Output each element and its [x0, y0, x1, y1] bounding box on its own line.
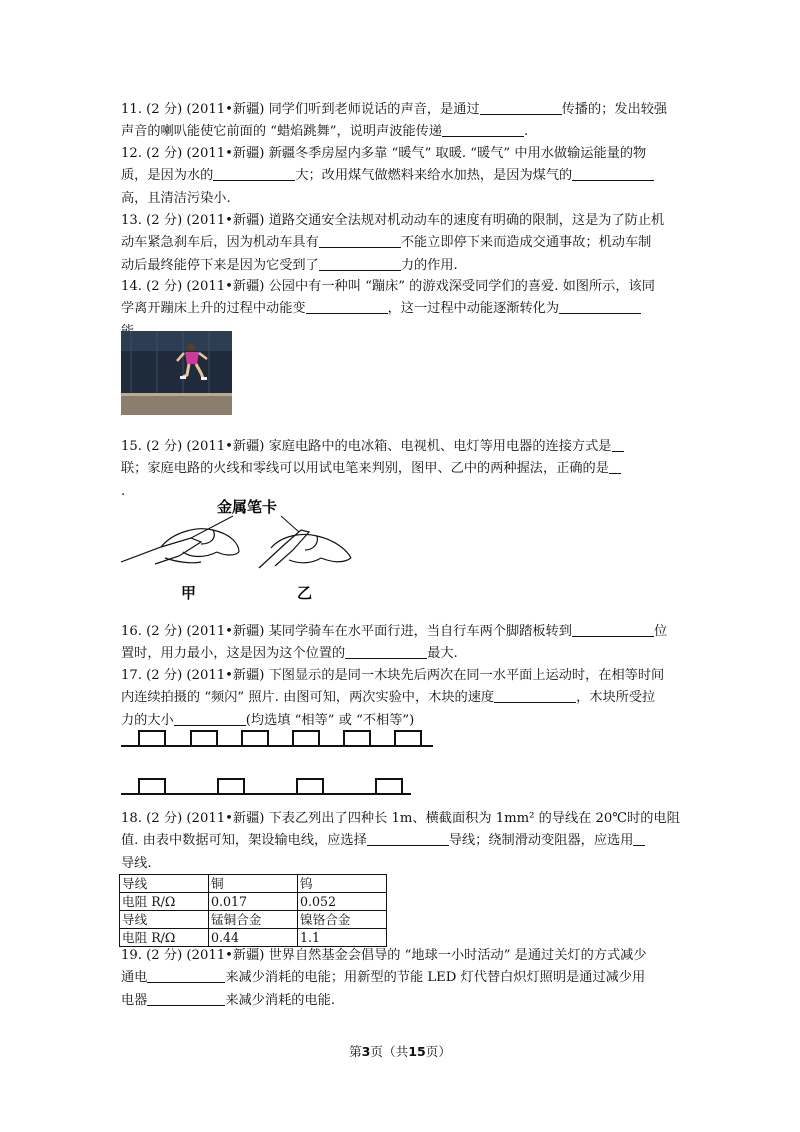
q15-text-1: 15. (2 分) (2011•新疆) 家庭电路中的电冰箱、电视机、电灯等用电器的连接方式是	[121, 439, 612, 454]
answer-blank[interactable]	[367, 831, 449, 846]
page-number: 3	[361, 1044, 371, 1059]
table-cell: 锰铜合金	[209, 911, 298, 929]
answer-blank[interactable]	[633, 831, 645, 846]
q16-text-2: 位	[653, 624, 668, 639]
answer-blank[interactable]	[306, 299, 388, 314]
question-12	[121, 143, 691, 210]
test-pen-figure	[121, 492, 361, 604]
table-cell: 导线	[120, 875, 209, 893]
figure-label-jia: 甲	[181, 584, 197, 602]
q13-text-3: 不能立即停下来而造成交通事故；机动车制	[400, 235, 652, 251]
hand-right-icon	[259, 530, 351, 568]
q12-text-1: 12. (2 分) (2011•新疆) 新疆冬季房屋内多靠 “暖气” 取暖. “暖气” 中用水做输运能量的物	[121, 146, 647, 161]
page-total: 15	[408, 1044, 426, 1059]
footer-suffix: 页）	[425, 1044, 451, 1059]
footer-mid: 页（共	[370, 1044, 409, 1059]
answer-blank[interactable]	[174, 711, 246, 726]
table-cell: 镍铬合金	[298, 911, 387, 929]
question-18	[121, 808, 691, 875]
answer-blank[interactable]	[480, 100, 562, 115]
table-cell: 铜	[209, 875, 298, 893]
answer-blank[interactable]	[147, 968, 225, 983]
q19-text-5: 来减少消耗的电能.	[225, 992, 336, 1008]
question-11	[121, 99, 691, 144]
trampoline-photo	[121, 331, 232, 415]
answer-blank[interactable]	[572, 622, 654, 637]
answer-blank[interactable]	[494, 688, 576, 703]
page-footer	[0, 1041, 800, 1060]
q15-text-3: .	[121, 483, 126, 499]
q17-text-5: (均选填 “相等” 或 “不相等”)	[245, 712, 415, 728]
q16-text-3: 置时，用力最小，这是因为这个位置的	[121, 646, 346, 662]
q12-text-2: 质，是因为水的	[121, 168, 214, 184]
answer-blank[interactable]	[559, 299, 641, 314]
q16-text-1: 16. (2 分) (2011•新疆) 某同学骑车在水平面行进，当自行车两个脚踏板转到	[121, 624, 572, 639]
table-cell: 电阻 R/Ω	[120, 893, 209, 911]
q17-text-2: 内连续拍摄的 “频闪” 照片. 由图可知，两次实验中，木块的速度	[121, 690, 495, 706]
q13-text-2: 动车紧急刹车后，因为机动车具有	[121, 235, 319, 251]
table-row	[120, 875, 387, 893]
q18-text-3: 导线；绕制滑动变阻器，应选用	[448, 833, 634, 849]
answer-blank[interactable]	[147, 991, 225, 1006]
answer-blank[interactable]	[442, 122, 524, 137]
q12-text-3: 大；改用煤气做燃料来给水加热，是因为煤气的	[295, 168, 573, 184]
table-row	[120, 893, 387, 911]
question-19	[121, 945, 691, 1012]
q19-text-2: 通电	[121, 970, 148, 986]
q12-text-4: 高，且清洁污染小.	[121, 190, 231, 206]
answer-blank[interactable]	[213, 166, 295, 181]
question-17	[121, 665, 691, 732]
metal-clip-label: 金属笔卡	[217, 498, 278, 516]
table-cell: 导线	[120, 911, 209, 929]
table-cell: 电阻 R/Ω	[120, 929, 209, 947]
q19-text-3: 来减少消耗的电能；用新型的节能 LED 灯代替白炽灯照明是通过减少用	[225, 970, 646, 986]
q13-text-4: 动后最终能停下来是因为它受到了	[121, 257, 319, 273]
q11-text-1: 11. (2 分) (2011•新疆) 同学们听到老师说话的声音，是通过	[121, 102, 480, 117]
answer-blank[interactable]	[572, 166, 654, 181]
q19-text-1: 19. (2 分) (2011•新疆) 世界自然基金会倡导的 “地球一小时活动” 是通过关灯的方式减少	[121, 948, 647, 963]
answer-blank[interactable]	[345, 644, 427, 659]
question-16	[121, 621, 691, 666]
table-cell: 0.017	[209, 893, 298, 911]
table-row	[120, 911, 387, 929]
q11-text-4: .	[524, 124, 529, 140]
q11-text-2: 传播的；发出较强	[561, 102, 668, 117]
figure-label-yi: 乙	[297, 584, 313, 602]
answer-blank[interactable]	[319, 233, 401, 248]
answer-blank[interactable]	[319, 256, 401, 271]
table-cell: 1.1	[298, 929, 387, 947]
table-cell: 钨	[298, 875, 387, 893]
q16-text-4: 最大.	[427, 646, 458, 662]
question-13	[121, 210, 691, 277]
q18-text-2: 值. 由表中数据可知，架设输电线，应选择	[121, 833, 367, 849]
hand-left-icon	[121, 529, 239, 564]
q17-text-3: ，木块所受拉	[576, 690, 656, 706]
table-row	[120, 929, 387, 947]
q19-text-4: 电器	[121, 992, 148, 1008]
table-cell: 0.052	[298, 893, 387, 911]
q18-text-1: 18. (2 分) (2011•新疆) 下表乙列出了四种长 1m、横截面积为 1mm² 的导线在 20℃时的电阻	[121, 811, 680, 826]
q17-text-4: 力的大小	[121, 712, 174, 728]
q14-text-1: 14. (2 分) (2011•新疆) 公园中有一种叫 “蹦床” 的游戏深受同学们的喜爱. 如图所示，该同	[121, 279, 655, 294]
q13-text-5: 力的作用.	[400, 257, 458, 273]
answer-blank[interactable]	[609, 459, 621, 474]
q18-text-4: 导线.	[121, 855, 152, 871]
q11-text-3: 声音的喇叭能使它前面的 “蜡焰跳舞”，说明声波能传递	[121, 124, 442, 140]
q14-text-3: ，这一过程中动能逐渐转化为	[387, 301, 560, 317]
q17-text-1: 17. (2 分) (2011•新疆) 下图显示的是同一木块先后两次在同一水平面上运动时，在相等时间	[121, 668, 665, 683]
table-cell: 0.44	[209, 929, 298, 947]
answer-blank[interactable]	[612, 437, 624, 452]
q14-text-2: 学离开蹦床上升的过程中动能变	[121, 301, 306, 317]
footer-prefix: 第	[349, 1044, 362, 1059]
q15-text-2: 联；家庭电路的火线和零线可以用试电笔来判别，图甲、乙中的两种握法，正确的是	[121, 461, 609, 477]
resistance-table	[119, 874, 387, 947]
q13-text-1: 13. (2 分) (2011•新疆) 道路交通安全法规对机动动车的速度有明确的限制，这是为了防止机	[121, 213, 665, 228]
